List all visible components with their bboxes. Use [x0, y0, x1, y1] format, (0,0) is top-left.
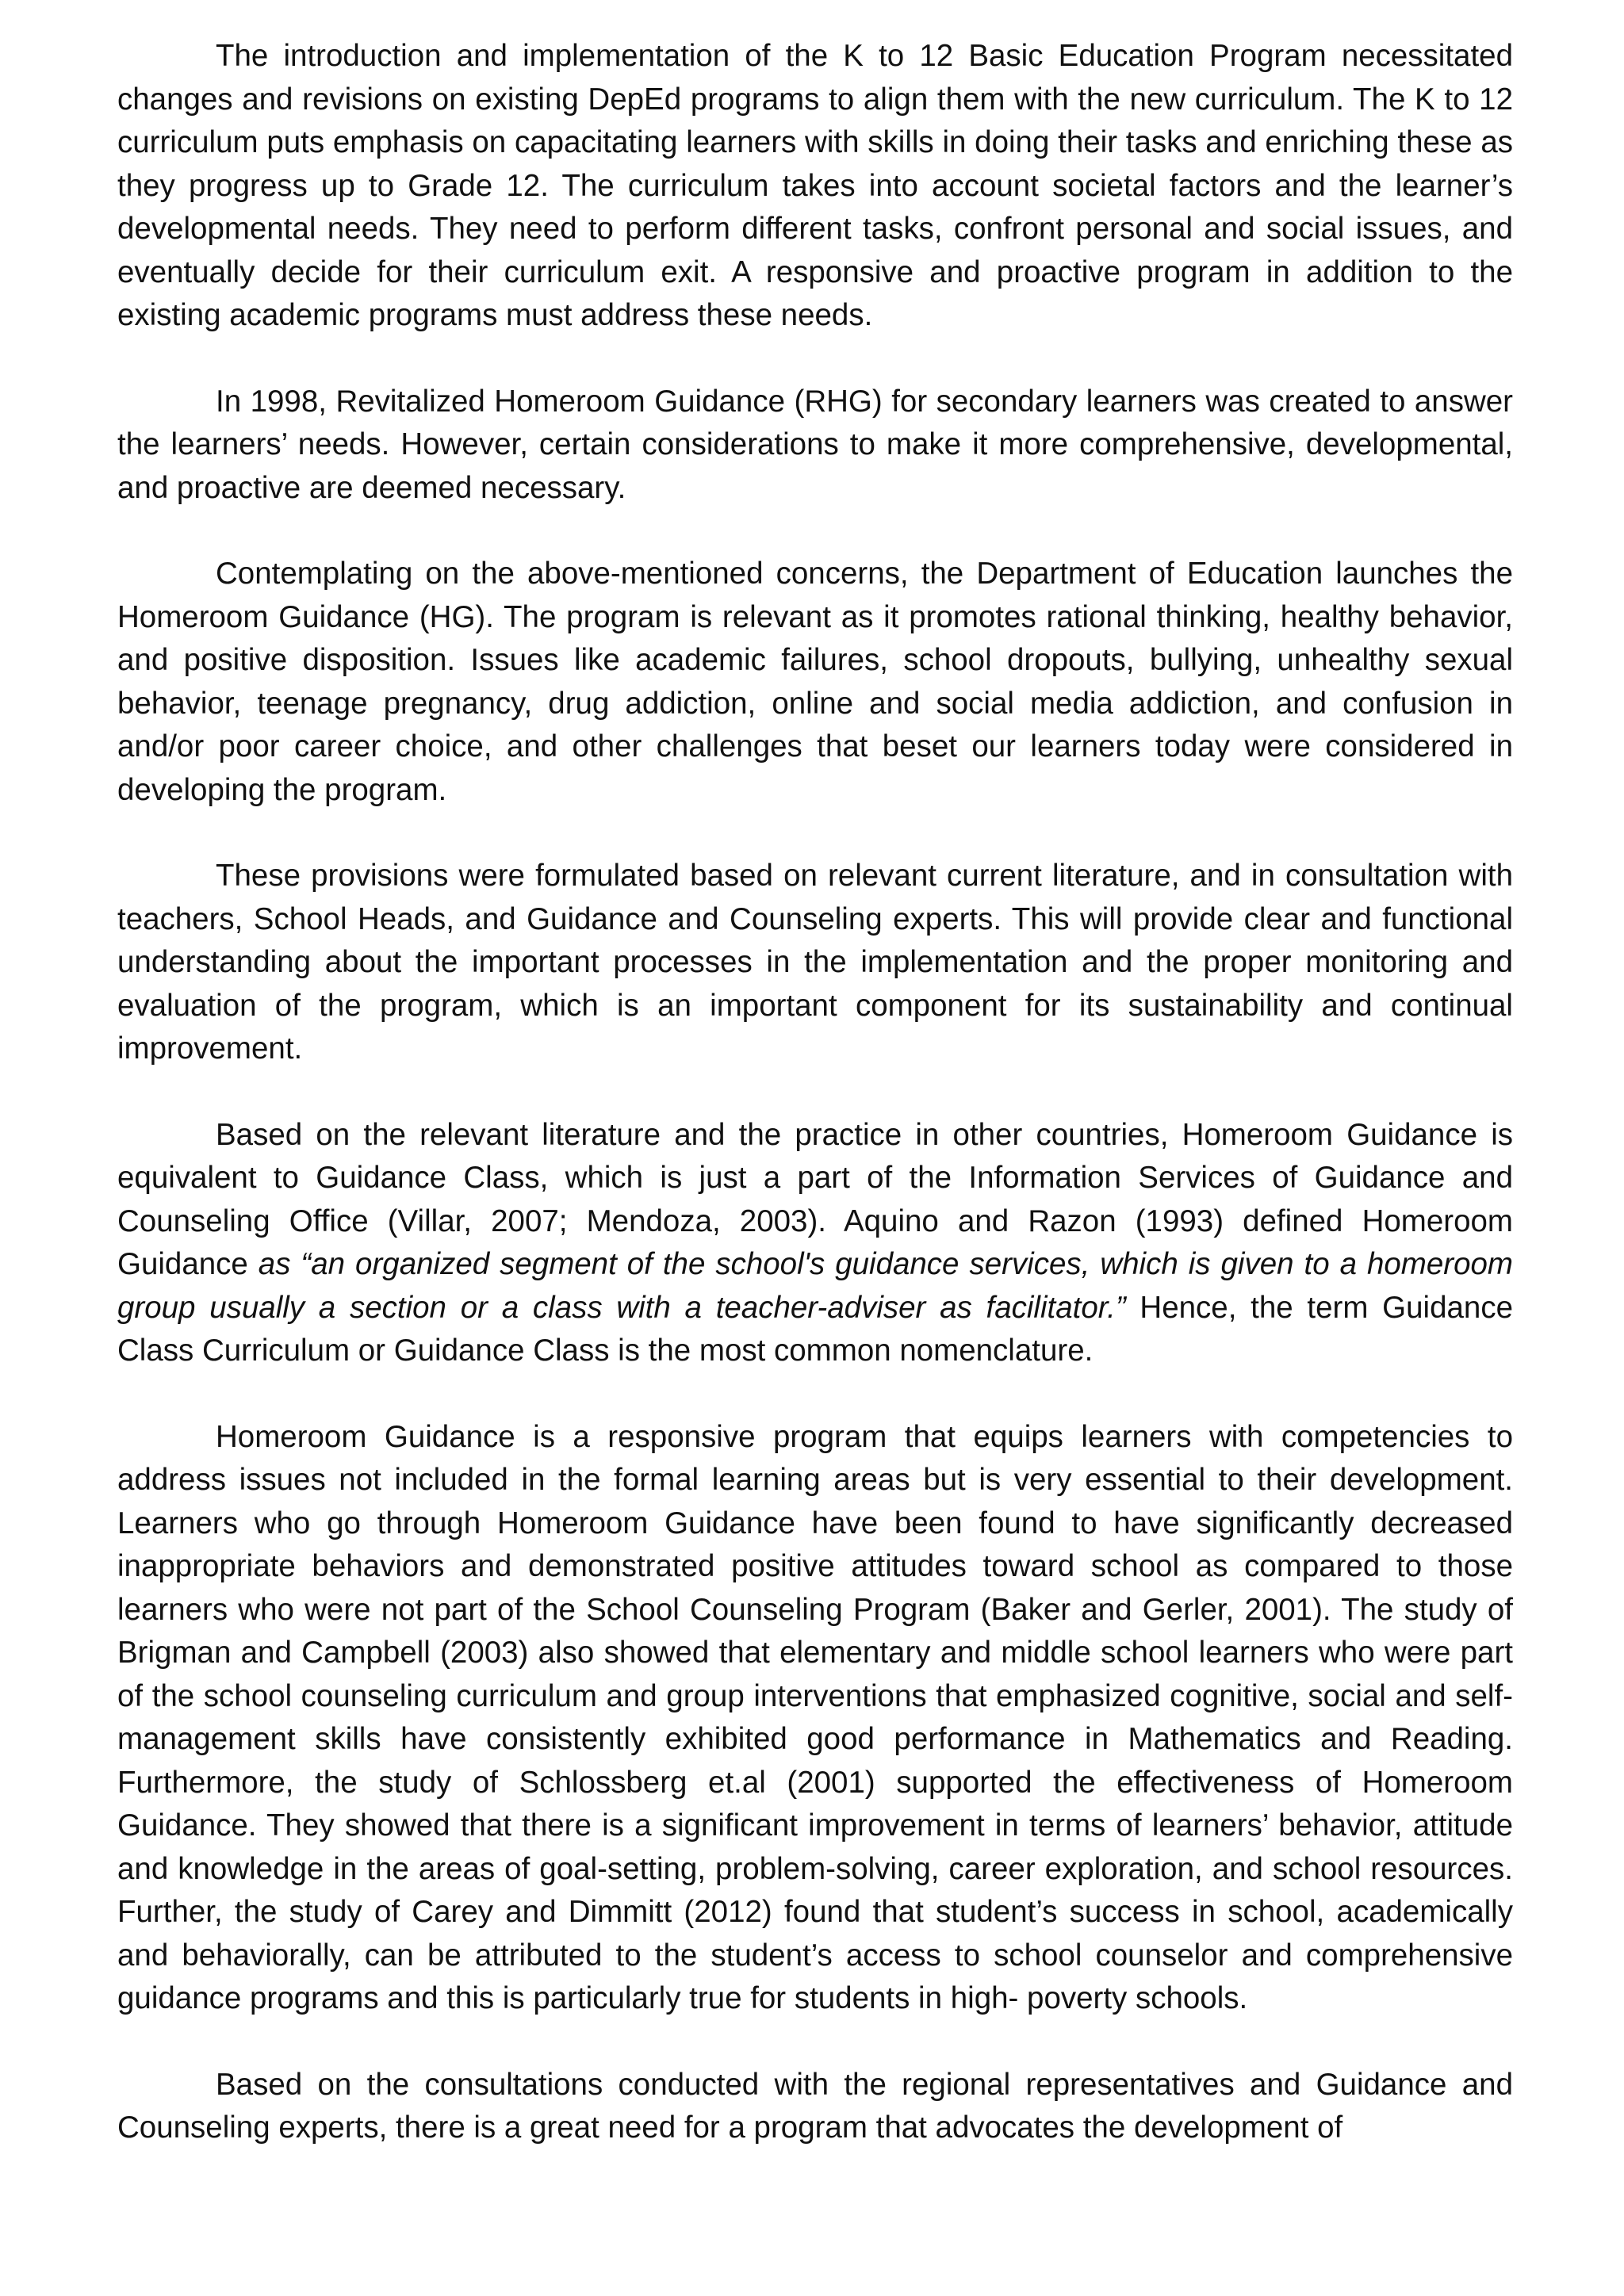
- paragraph-consultations: Based on the consultations conducted with the regional representatives and Guidance and Counseling experts, there is a great need for a program that advocates the development of: [117, 2067, 1513, 2145]
- paragraph-hg-launch: Contemplating on the above-mentioned concerns, the Department of Education launches the Homeroom Guidance (HG). The program is relevant as it promotes rational thinking, healthy behavior, and positive disposition. Issues like academic failures, school dropouts, bullying, unhealthy sexual behavior, teenage pregnancy, drug addiction, online and social media addiction, and confusion in and/or poor career choice, and other challenges that beset our learners today were considered in developing the program.: [117, 557, 1513, 807]
- literature-text-before: Based on the relevant literature and the practice in other countries, Homeroom Guidance is equivalent to Guidance Class, which is just a part of the Information Services of Guidance and Counseling Office (Villar, 2007; Mendoza, 2003). Aquino and Razon (1993) defined Homeroom Guidance: [117, 1117, 1513, 1281]
- paragraph-rhg-1998: In 1998, Revitalized Homeroom Guidance (RHG) for secondary learners was created to answer the learners’ needs. However, certain considerations to make it more comprehensive, developmental, and proactive are deemed necessary.: [117, 384, 1513, 505]
- literature-text-after: Hence, the term Guidance Class Curriculum or Guidance Class is the most common nomenclature.: [117, 1290, 1513, 1368]
- paragraph-k12-introduction: The introduction and implementation of the K to 12 Basic Education Program necessitated changes and revisions on existing DepEd programs to align them with the new curriculum. The K to 12 curriculum puts emphasis on capacitating learners with skills in doing their tasks and enriching these as they progress up to Grade 12. The curriculum takes into account societal factors and the learner’s developmental needs. They need to perform different tasks, confront personal and social issues, and eventually decide for their curriculum exit. A responsive and proactive program in addition to the existing academic programs must address these needs.: [117, 39, 1513, 332]
- paragraph-provisions: These provisions were formulated based on relevant current literature, and in consultation with teachers, School Heads, and Guidance and Counseling experts. This will provide clear and functional understanding about the important processes in the implementation and the proper monitoring and evaluation of the program, which is an important component for its sustainability and continual improvement.: [117, 859, 1513, 1066]
- paragraph-literature: [117, 1114, 1513, 1373]
- paragraph-responsive-program: Homeroom Guidance is a responsive program that equips learners with competencies to address issues not included in the formal learning areas but is very essential to their development. Learners who go through Homeroom Guidance have been found to have significantly decreased inappropriate behaviors and demonstrated positive attitudes toward school as compared to those learners who were not part of the School Counseling Program (Baker and Gerler, 2001). The study of Brigman and Campbell (2003) also showed that elementary and middle school learners who were part of the school counseling curriculum and group interventions that emphasized cognitive, social and self-management skills have consistently exhibited good performance in Mathematics and Reading. Furthermore, the study of Schlossberg et.al (2001) supported the effectiveness of Homeroom Guidance. They showed that there is a significant improvement in terms of learners’ behavior, attitude and knowledge in the areas of goal-setting, problem-solving, career exploration, and school resources. Further, the study of Carey and Dimmitt (2012) found that student’s success in school, academically and behaviorally, can be attributed to the student’s access to school counselor and comprehensive guidance programs and this is particularly true for students in high- poverty schools.: [117, 1419, 1513, 2015]
- document-page: [117, 35, 1513, 2150]
- homeroom-guidance-definition-quote: as “an organized segment of the school's guidance services, which is given to a homeroom group usually a section or a class with a teacher-adviser as facilitator.”: [117, 1247, 1513, 1325]
